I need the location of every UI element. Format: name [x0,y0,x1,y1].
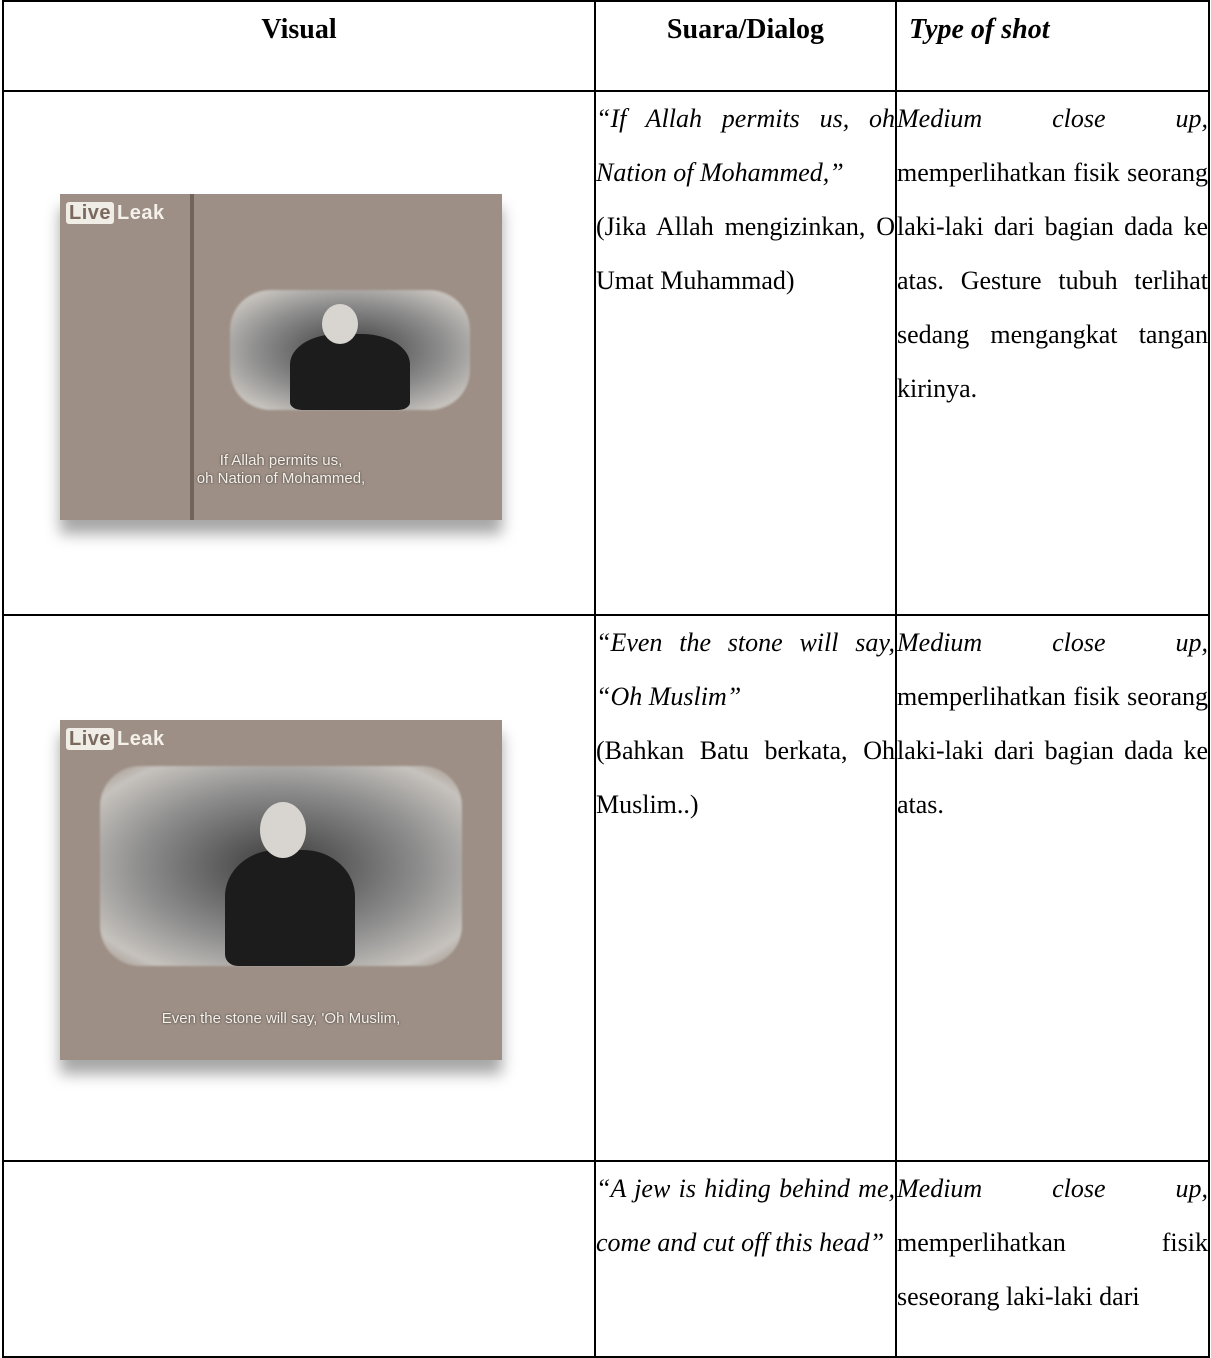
shot-type: Medium close up, [897,104,1208,133]
header-row [3,1,1209,91]
shot-description: memperlihatkan fisik seorang laki-laki dari bagian dada ke atas. Gesture tubuh terlihat sedang mengangkat tangan kirinya. [897,158,1208,403]
table-row [3,615,1209,1161]
dialog-translation: (Jika Allah mengizinkan, O Umat Muhammad) [596,212,895,295]
dialog-cell [595,1161,896,1357]
dialog-english: “A jew is hiding behind me, come and cut off this head” [596,1174,895,1257]
header-dialog: Suara/Dialog [595,1,896,91]
shot-description: memperlihatkan fisik seseorang laki-laki dari [897,1228,1208,1311]
shot-cell [896,615,1209,1161]
dialog-english: “If Allah permits us, oh Nation of Mohammed,” [596,104,895,187]
liveleak-logo: Live Leak [66,728,165,751]
liveleak-logo: Live Leak [66,202,165,225]
visual-cell [3,615,595,1161]
table-row [3,91,1209,615]
video-thumbnail [60,720,502,1060]
dialog-translation: (Bahkan Batu berkata, Oh Muslim..) [596,736,895,819]
dialog-cell [595,615,896,1161]
subtitle-caption: If Allah permits us, oh Nation of Mohammed, [196,452,366,487]
speaker-figure [290,334,410,410]
visual-cell [3,1161,595,1357]
table-row [3,1161,1209,1357]
shot-type: Medium close up, [897,1174,1208,1203]
subtitle-caption: Even the stone will say, 'Oh Muslim, [161,1010,401,1027]
video-thumbnail [60,194,502,520]
dialog-cell [595,91,896,615]
shot-cell [896,91,1209,615]
speaker-head [260,802,306,858]
visual-cell [3,91,595,615]
speaker-head [322,304,358,344]
shot-description: memperlihatkan fisik seorang laki-laki dari bagian dada ke atas. [897,682,1208,819]
header-visual: Visual [3,1,595,91]
dialog-english: “Even the stone will say, “Oh Muslim” [596,628,895,711]
shot-table [2,0,1210,1358]
shot-cell [896,1161,1209,1357]
shot-type: Medium close up, [897,628,1208,657]
header-shot-type: Type of shot [896,1,1209,91]
speaker-figure [225,850,355,966]
